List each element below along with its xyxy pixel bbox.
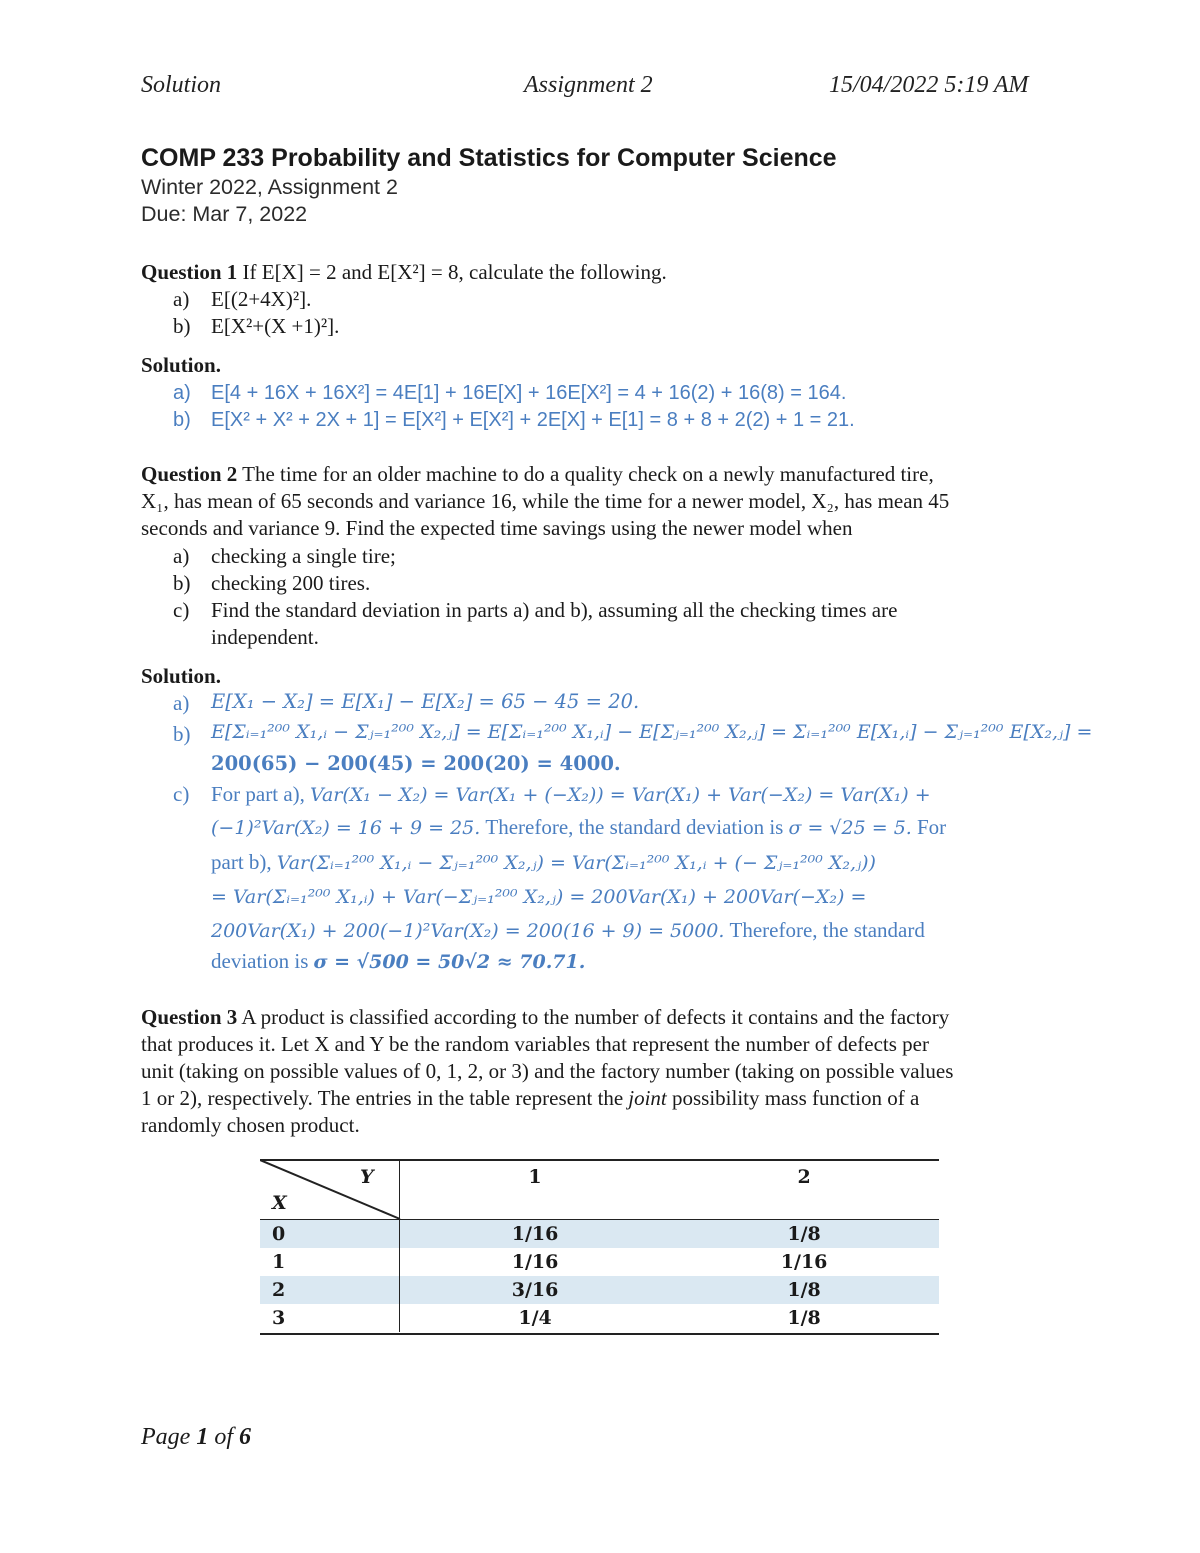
table-cell: 1/16 <box>780 1251 828 1273</box>
table-row <box>260 1220 939 1248</box>
table-cell: 1/8 <box>787 1307 821 1329</box>
footer-of-word: of <box>214 1424 233 1450</box>
q2-sol-c-line3-text: part b), <box>211 850 272 874</box>
header-right: 15/04/2022 5:19 AM <box>829 72 1029 98</box>
table-cell: 1/16 <box>511 1223 559 1245</box>
q2-sol-b-line2: 200(65) − 200(45) = 200(20) = 4000. <box>211 752 621 775</box>
header-left: Solution <box>141 72 222 98</box>
q2-sol-c-line1-math: Var(X₁ − X₂) = Var(X₁ + (−X₂)) = Var(X₁) + Var(−X₂) = Var(X₁) + <box>309 784 931 806</box>
q1-part-a-text: E[(2+4X)²]. <box>211 287 312 311</box>
table-row <box>260 1304 939 1332</box>
q1-part-a <box>173 286 312 313</box>
table-cell: 1/8 <box>787 1223 821 1245</box>
q1-solution-b-text: E[X² + X² + 2X + 1] = E[X²] + E[X²] + 2E[X] + E[1] = 8 + 8 + 2(2) + 1 = 21. <box>211 409 855 431</box>
q2-part-b <box>173 570 371 597</box>
q2-sol-c-line1 <box>211 782 931 807</box>
q2-sol-c-line3 <box>211 850 876 875</box>
table-bottom-rule <box>260 1333 939 1335</box>
q2-sol-b-letter: b) <box>173 722 191 746</box>
question-3-line-1 <box>141 1004 949 1031</box>
q1-part-b-letter: b) <box>173 314 191 338</box>
q2-part-c-cont: independent. <box>211 625 319 649</box>
q2-part-b-letter: b) <box>173 571 191 595</box>
table-row-x: 2 <box>260 1276 400 1304</box>
table-corner-x: X <box>272 1192 287 1214</box>
q2-sol-c-line1-text: For part a), <box>211 782 305 806</box>
q2-sol-c-line6-text: deviation is <box>211 949 309 973</box>
question-3-line-3: unit (taking on possible values of 0, 1, 2, or 3) and the factory number (taking on possible values <box>141 1059 954 1083</box>
q1-solution-a <box>173 382 847 405</box>
q2-sol-c-line3-math: Var(Σᵢ₌₁²⁰⁰ X₁,ᵢ − Σⱼ₌₁²⁰⁰ X₂,ⱼ) = Var(Σᵢ₌₁²⁰⁰ X₁,ᵢ + (− Σⱼ₌₁²⁰⁰ X₂,ⱼ)) <box>276 852 876 874</box>
q2-part-c-letter: c) <box>173 598 190 622</box>
q1-part-b <box>173 313 340 340</box>
q2-part-c <box>173 597 898 624</box>
question-1 <box>141 259 667 286</box>
q2-solution-label: Solution. <box>141 664 221 688</box>
table-row-x: 0 <box>260 1220 400 1248</box>
q1-part-a-letter: a) <box>173 287 190 311</box>
q2-part-a-letter: a) <box>173 544 190 568</box>
table-header-row <box>260 1160 939 1220</box>
q2-sol-c-line2-math: (−1)²Var(X₂) = 16 + 9 = 25. <box>211 817 481 839</box>
table-row <box>260 1276 939 1304</box>
table-row-x: 1 <box>260 1248 400 1276</box>
table-cell: 1/16 <box>511 1251 559 1273</box>
table-cell: 1/4 <box>518 1307 552 1329</box>
question-3-prompt-4: 1 or 2), respectively. The entries in the table represent the <box>141 1086 624 1110</box>
question-2-prompt-1: The time for an older machine to do a quality check on a newly manufactured tire, <box>242 462 934 486</box>
footer-total: 6 <box>238 1424 251 1450</box>
question-3-label: Question 3 <box>141 1005 238 1029</box>
table-row-x: 3 <box>260 1304 400 1332</box>
question-3-prompt-1: A product is classified according to the number of defects it contains and the factory <box>241 1005 950 1029</box>
footer-page-word: Page <box>141 1424 191 1450</box>
table-row <box>260 1248 939 1276</box>
q2-sol-c-line5-math: 200Var(X₁) + 200(−1)²Var(X₂) = 200(16 + 9) = 5000. <box>211 920 725 942</box>
question-1-label: Question 1 <box>141 260 238 284</box>
footer-page-num: 1 <box>196 1424 209 1450</box>
q1-part-b-text: E[X²+(X +1)²]. <box>211 314 340 338</box>
table-col-header-2: 2 <box>797 1166 811 1188</box>
question-3-prompt-tail: possibility mass function of a <box>672 1086 920 1110</box>
table-col-header-1: 1 <box>528 1166 542 1188</box>
table-cell: 1/8 <box>787 1279 821 1301</box>
q2-sol-c-line2-text: Therefore, the standard deviation is <box>485 815 784 839</box>
course-title: COMP 233 Probability and Statistics for Computer Science <box>141 144 837 172</box>
q2-sol-a: E[X₁ − X₂] = E[X₁] − E[X₂] = 65 − 45 = 20. <box>211 690 640 713</box>
q1-solution-b-letter: b) <box>173 409 191 431</box>
question-2-line-2: X₁, has mean of 65 seconds and variance 16, while the time for a newer model, X₂, has mean 45 <box>141 489 950 513</box>
q2-part-a-text: checking a single tire; <box>211 544 396 568</box>
question-1-prompt: If E[X] = 2 and E[X²] = 8, calculate the following. <box>242 260 667 284</box>
q2-sol-c-line2 <box>211 815 946 840</box>
table-corner-y: Y <box>360 1166 374 1188</box>
question-3-line-4 <box>141 1085 919 1112</box>
table-corner-cell <box>260 1160 400 1220</box>
question-3-italic-joint: joint <box>628 1086 667 1110</box>
q2-sol-c-line5-text: Therefore, the standard <box>729 918 925 942</box>
q2-sol-c-line5 <box>211 918 925 943</box>
pmf-table <box>260 1160 939 1332</box>
q2-part-b-text: checking 200 tires. <box>211 571 371 595</box>
q1-solution-b <box>173 409 855 432</box>
question-2-line-1 <box>141 461 934 488</box>
q2-part-a <box>173 543 396 570</box>
q2-sol-c-line2-text2: For <box>916 815 947 839</box>
question-3-line-5: randomly chosen product. <box>141 1113 360 1137</box>
q2-sol-c-line6-math: σ = √500 = 50√2 ≈ 70.71. <box>313 951 586 973</box>
table-cell: 3/16 <box>511 1279 559 1301</box>
question-2-label: Question 2 <box>141 462 238 486</box>
q2-sol-a-letter: a) <box>173 691 190 715</box>
q2-sol-c-line4: = Var(Σᵢ₌₁²⁰⁰ X₁,ᵢ) + Var(−Σⱼ₌₁²⁰⁰ X₂,ⱼ) = 200Var(X₁) + 200Var(−X₂) = <box>211 886 867 908</box>
question-3-line-2: that produces it. Let X and Y be the random variables that represent the number of defects per <box>141 1032 929 1056</box>
q2-part-c-text: Find the standard deviation in parts a) and b), assuming all the checking times are <box>211 598 898 622</box>
course-term: Winter 2022, Assignment 2 <box>141 175 398 199</box>
page-footer <box>141 1424 251 1451</box>
q1-solution-a-letter: a) <box>173 382 191 404</box>
q2-sol-c-line6 <box>211 949 585 974</box>
q1-solution-a-text: E[4 + 16X + 16X²] = 4E[1] + 16E[X] + 16E[X²] = 4 + 16(2) + 16(8) = 164. <box>211 382 847 404</box>
question-2-line-3: seconds and variance 9. Find the expected time savings using the newer model when <box>141 516 853 540</box>
q2-sol-c-line2-math2: σ = √25 = 5. <box>788 817 912 839</box>
q1-solution-label: Solution. <box>141 353 221 377</box>
header-center: Assignment 2 <box>524 72 653 98</box>
q2-sol-c-letter: c) <box>173 782 190 806</box>
q2-sol-b-line1: E[Σᵢ₌₁²⁰⁰ X₁,ᵢ − Σⱼ₌₁²⁰⁰ X₂,ⱼ] = E[Σᵢ₌₁²⁰⁰ X₁,ᵢ] − E[Σⱼ₌₁²⁰⁰ X₂,ⱼ] = Σᵢ₌₁²⁰⁰ E[X₁,ᵢ] − Σⱼ₌₁²⁰⁰ E[X₂,ⱼ] = <box>211 721 1093 743</box>
course-due: Due: Mar 7, 2022 <box>141 202 308 226</box>
